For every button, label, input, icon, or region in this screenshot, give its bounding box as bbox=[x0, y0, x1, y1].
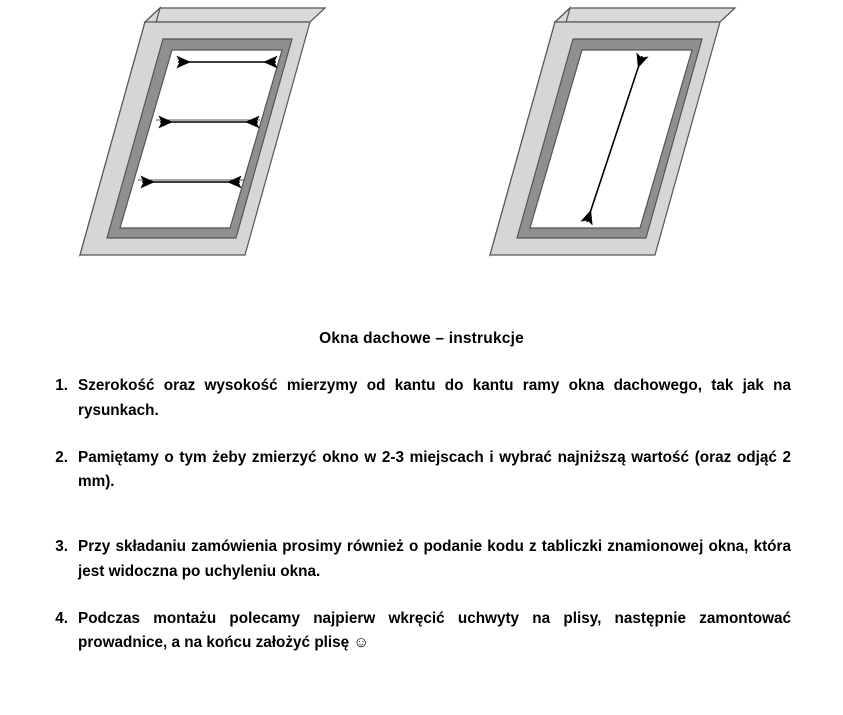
roof-window-width-measurement-diagram bbox=[60, 0, 380, 295]
list-item-number: 3. bbox=[55, 538, 68, 556]
instruction-list bbox=[0, 374, 843, 656]
list-item bbox=[42, 607, 791, 657]
list-item bbox=[42, 535, 791, 585]
list-item-number: 1. bbox=[55, 377, 68, 394]
list-item-text: Szerokość oraz wysokość mierzymy od kantu do kantu ramy okna dachowego, tak jak na rysunkach. bbox=[78, 377, 791, 419]
list-item bbox=[42, 374, 791, 424]
list-item-text: Podczas montażu polecamy najpierw wkręcić uchwyty na plisy, następnie zamontować prowadnice, a na końcu założyć plisę ☺ bbox=[78, 609, 791, 652]
list-item-number: 4. bbox=[55, 609, 68, 627]
page-title: Okna dachowe – instrukcje bbox=[319, 330, 524, 347]
diagram-area bbox=[0, 0, 843, 300]
list-item-number: 2. bbox=[55, 448, 68, 466]
list-item-text: Pamiętamy o tym żeby zmierzyć okno w 2-3 miejscach i wybrać najniższą wartość (oraz odjąć 2 mm). bbox=[78, 448, 791, 491]
list-item-text: Przy składaniu zamówienia prosimy również o podanie kodu z tabliczki znamionowej okna, która jest widoczna po uchyleniu okna. bbox=[78, 538, 791, 580]
list-item bbox=[42, 446, 791, 496]
instructions-section bbox=[0, 330, 843, 678]
roof-window-height-measurement-diagram bbox=[470, 0, 790, 295]
